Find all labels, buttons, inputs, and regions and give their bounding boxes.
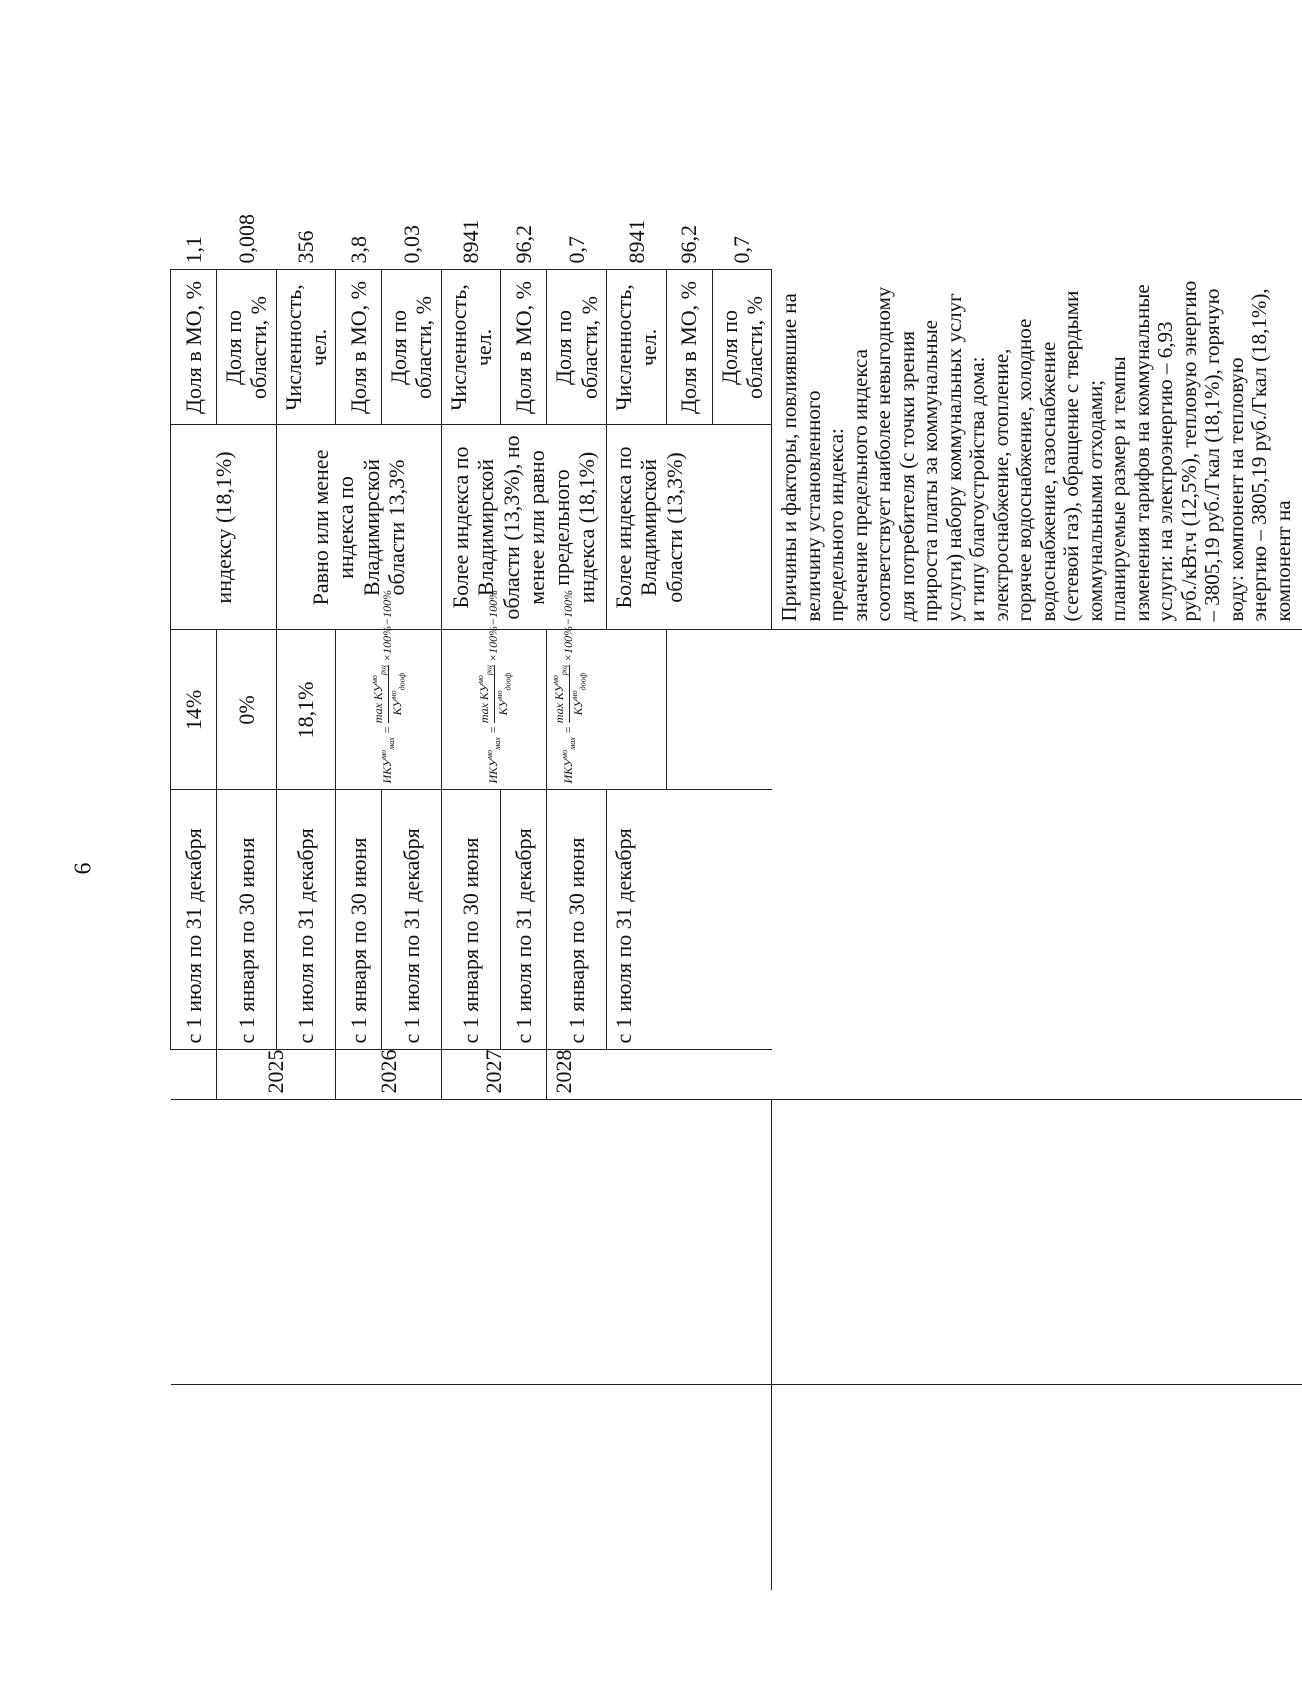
table-row [772,270,1302,1590]
formula-empty-cell [666,630,772,790]
measure-cell: Численность, чел. [276,270,336,425]
period-cell: с 1 января по 30 июня [217,790,277,1050]
year-cell [171,1050,217,1100]
table-row: с 1 июля по 31 декабря Доля в МО, % 96,2 [501,270,547,1590]
measure-cell: Доля по области, % [712,270,772,425]
measure-cell: Численность, чел. [606,270,666,425]
condition-cell: Равно или менее индекса по Владимирской области 13,3% [276,425,441,630]
tariff-index-table [170,214,1302,1591]
reasons-paragraph: Причины и факторы, повлиявшие на величину установленного предельного индекса: [777,293,849,622]
period-empty-cell [772,790,1302,1050]
measure-cell: Доля в МО, % [501,270,547,425]
measure-cell: Численность, чел. [441,270,501,425]
reasons-text-cell [772,270,1302,630]
reasons-paragraph: планируемые размер и темпы изменения тарифов на коммунальные услуги: на электроэнергию – 6,93 руб./кВт.ч (12,5%), тепловую энергию – 3805,19 руб./Гкал (18,1%), горячую воду: компонент на тепловую энергию – 3805,19 руб./Гкал (18,1%), компонент на [1106,280,1295,622]
formula-cell: $ИКУ^{мо}_{мах}$ = $\max КУ^{мо}_{рщ}$ $КУ^{мо}_{дооф}$ ×100%−100% [547,630,666,790]
period-cell: с 1 июля по 31 декабря [606,790,771,1050]
table-row: с 1 июля по 31 декабря Более индекса по Владимирской области (13,3%) Численность, чел. 8941 [606,270,666,1590]
rotated-table-frame [170,214,1295,1590]
table-row: с 1 июля по 31 декабря 14% индексу (18,1%) Доля в МО, % 1,1 [171,270,217,1590]
year-cell: 2028 [547,1050,772,1100]
left-empty-area [772,1385,1302,1590]
left-empty-area-2 [171,1100,772,1385]
year-empty-cell [772,1050,1302,1100]
period-cell: с 1 июля по 31 декабря [382,790,442,1050]
measure-cell: Доля по области, % [382,270,442,425]
measure-cell: Доля в МО, % [336,270,382,425]
period-cell: с 1 июля по 31 декабря [276,790,336,1050]
measure-cell: Доля по области, % [547,270,607,425]
index-cell: 18,1% [276,630,336,790]
left-empty-area-2 [772,1100,1302,1385]
left-empty-area [171,1385,772,1590]
measure-cell: Доля в МО, % [666,270,712,425]
reasons-paragraph: значение предельного индекса соответствует наиболее невыгодному для потребителя (с точки зрения прироста платы за коммунальные услуги) набору коммунальных услуг и типу благоустройства дома: электроснабжение, отопление, горячее водоснабжение, холодное водоснабжение, газоснабжение (сетевой газ), обращение с твердыми коммунальными отходами; [847,286,1107,622]
formula-cell: $ИКУ^{мо}_{мах}$ = $\max КУ^{мо}_{рщ}$ $КУ^{мо}_{дооф}$ ×100%−100% [336,630,442,790]
table-row: 2027 с 1 января по 30 июня $ИКУ^{мо}_{мах}$ = $\max КУ^{мо}_{рщ}$ $КУ^{мо}_{дооф}$ ×100%−100% Более индекса по Владимирской области (13,3%), но менее или равно предельного индекса (18,1%) Численность, чел. 8941 [441,270,501,1590]
table-row: 2026 с 1 января по 30 июня $ИКУ^{мо}_{мах}$ = $\max КУ^{мо}_{рщ}$ $КУ^{мо}_{дооф}$ ×100%−100% Доля в МО, % 3,8 [336,270,382,1590]
formula-empty-cell [772,630,1302,790]
table-row: Доля по области, % 0,7 [712,270,772,1590]
index-cell: 0% [217,630,277,790]
formula-cell: $ИКУ^{мо}_{мах}$ = $\max КУ^{мо}_{рщ}$ $КУ^{мо}_{дооф}$ ×100%−100% [441,630,547,790]
table-row: 2028 с 1 января по 30 июня $ИКУ^{мо}_{мах}$ = $\max КУ^{мо}_{рщ}$ $КУ^{мо}_{дооф}$ ×100%−100% Доля по области, % 0,7 [547,270,607,1590]
table-row: с 1 июля по 31 декабря Доля по области, % 0,03 [382,270,442,1590]
table-row: с 1 июля по 31 декабря 18,1% Равно или менее индекса по Владимирской области 13,3% Численность, чел. 356 [276,270,336,1590]
period-cell: с 1 июля по 31 декабря [501,790,547,1050]
table-row: 2025 с 1 января по 30 июня 0% Доля по области, % 0,008 [217,270,277,1590]
condition-cell: Более индекса по Владимирской области (13,3%), но менее или равно предельного индекса (18,1%) [441,425,606,630]
table-row: Доля в МО, % 96,2 [666,270,712,1590]
year-cell: 2025 [217,1050,336,1100]
year-cell: 2027 [441,1050,547,1100]
period-cell: с 1 января по 30 июня [336,790,382,1050]
measure-cell: Доля в МО, % [171,270,217,425]
condition-cell: индексу (18,1%) [171,425,277,630]
period-cell: с 1 июля по 31 декабря [171,790,217,1050]
period-cell: с 1 января по 30 июня [547,790,607,1050]
condition-cell: Более индекса по Владимирской области (13,3%) [606,425,771,630]
measure-cell: Доля по области, % [217,270,277,425]
page-number: 6 [70,862,97,875]
index-cell: 14% [171,630,217,790]
year-cell: 2026 [336,1050,442,1100]
period-cell: с 1 января по 30 июня [441,790,501,1050]
